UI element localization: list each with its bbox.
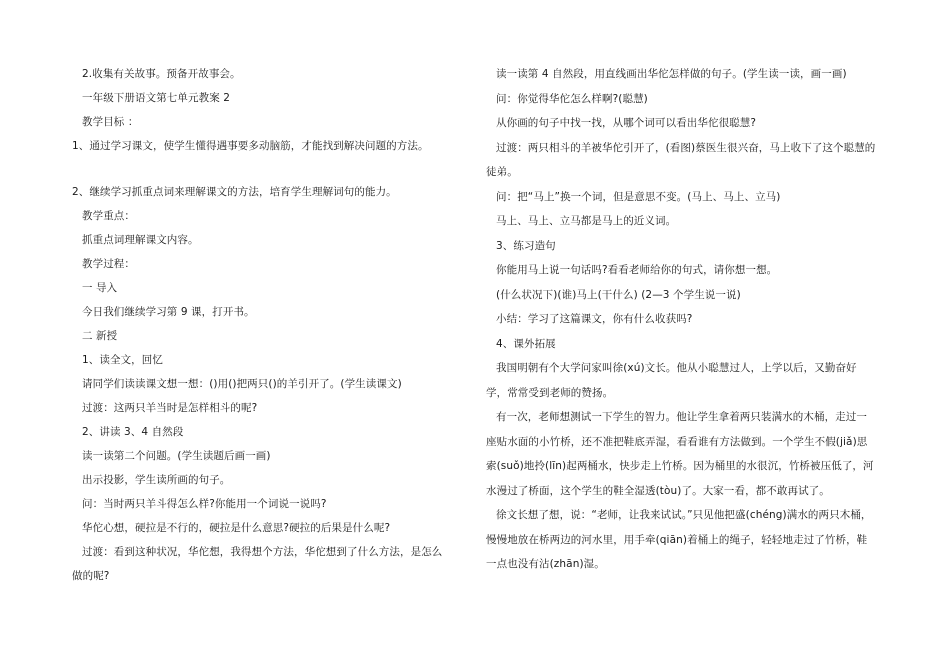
section-heading: 教学过程：: [82, 258, 135, 270]
text-line: 2.收集有关故事。预备开故事会。: [82, 68, 241, 80]
text-line: 2、讲读 3、4 自然段: [82, 426, 184, 438]
text-line: 今日我们继续学习第 9 课，打开书。: [82, 306, 255, 318]
text-paragraph: 徐文长想了想，说：“老师，让我来试试。”只见他把盛(chéng)满水的两只木桶，慢慢地放在桥两边的河水里，用手牵(qiān)着桶上的绳子，轻轻地走过了竹桥，鞋一点也没有沾(zhān)湿。: [486, 509, 872, 570]
text-line: 读一读第 4 自然段，用直线画出华佗怎样做的句子。(学生读一读，画一画): [496, 68, 847, 80]
section-heading: 3、练习造句: [496, 239, 556, 252]
text-line: 华佗心想，硬拉是不行的，硬拉是什么意思?硬拉的后果是什么呢?: [82, 522, 391, 534]
text-paragraph: 我国明朝有个大学问家叫徐(xú)文长。他从小聪慧过人，上学以后，又勤奋好学，常常受到老师的赞扬。: [486, 362, 857, 399]
text-line: 抓重点词理解课文内容。: [82, 234, 199, 246]
text-line: 过渡：这两只羊当时是怎样相斗的呢?: [82, 402, 258, 414]
section-heading: 一 导入: [82, 282, 118, 294]
text-line: 读一读第二个问题。(学生读题后画一画): [82, 450, 271, 462]
section-heading: 教学目标 ：: [82, 116, 139, 128]
section-heading: 教学重点：: [82, 210, 135, 222]
text-line: 问：当时两只羊斗得怎么样?你能用一个词说一说吗?: [82, 498, 327, 510]
blank-gap: [72, 158, 452, 180]
text-line: 从你画的句子中找一找，从哪个词可以看出华佗很聪慧?: [496, 117, 757, 129]
text-line: 请同学们读读课文想一想：()用()把两只()的羊引开了。(学生读课文): [82, 378, 402, 390]
text-line: 1、通过学习课文，使学生懂得遇事要多动脑筋，才能找到解决问题的方法。: [72, 140, 429, 152]
text-line: 1、读全文，回忆: [82, 354, 163, 366]
text-line: 你能用马上说一句话吗?看看老师给你的句式，请你想一想。: [496, 264, 778, 276]
text-line: 小结：学习了这篇课文，你有什么收获吗?: [496, 313, 693, 325]
lesson-title: 一年级下册语文第七单元教案 2: [82, 92, 231, 104]
text-line: 2、继续学习抓重点词来理解课文的方法，培育学生理解词句的能力。: [72, 186, 397, 198]
text-paragraph: 过渡：两只相斗的羊被华佗引开了，(看图)蔡医生很兴奋，马上收下了这个聪慧的徒弟。: [486, 141, 876, 178]
text-paragraph: 过渡：看到这种状况，华佗想，我得想个方法，华佗想到了什么方法，是怎么做的呢?: [72, 546, 443, 582]
section-heading: 4、课外拓展: [496, 337, 556, 350]
left-column: [72, 62, 452, 588]
text-line: 问：你觉得华佗怎么样啊?(聪慧): [496, 92, 648, 105]
right-column: [486, 62, 876, 577]
text-paragraph: 有一次，老师想测试一下学生的智力。他让学生拿着两只装满水的木桶，走过一座贴水面的小竹桥，还不准把鞋底弄湿，看看谁有方法做到。一个学生不假(jiǎ)思索(suǒ)地拎(līn)起两桶水，快步走上竹桥。因为桶里的水很沉，竹桥被压低了，河水漫过了桥面，这个学生的鞋全湿透(tòu)了。大家一看，都不敢再试了。: [486, 411, 874, 497]
text-line: (什么状况下)(谁)马上(干什么) (2—3 个学生说一说): [496, 288, 741, 301]
section-heading: 二 新授: [82, 330, 118, 342]
text-line: 马上、马上、立马都是马上的近义词。: [496, 215, 677, 227]
text-line: 问：把“马上”换一个词，但是意思不变。(马上、马上、立马): [496, 190, 781, 203]
text-line: 出示投影，学生读所画的句子。: [82, 474, 231, 486]
